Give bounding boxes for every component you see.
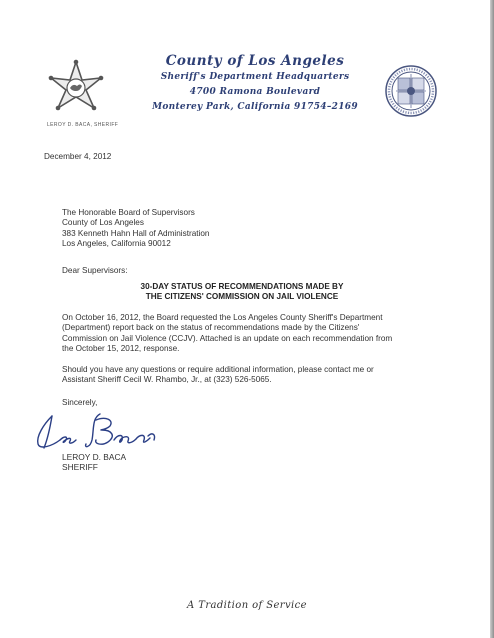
paragraph-line: Assistant Sheriff Cecil W. Rhambo, Jr., at (323) 526-5065. bbox=[62, 375, 272, 385]
badge-caption: LEROY D. BACA, SHERIFF bbox=[47, 122, 119, 128]
body-paragraph-2 bbox=[62, 365, 374, 386]
recipient-line: 383 Kenneth Hahn Hall of Administration bbox=[62, 228, 210, 238]
body-paragraph-1 bbox=[62, 313, 392, 354]
paragraph-line: (Department) report back on the status of recommendations made by the Citizens' bbox=[62, 323, 360, 333]
letterhead-department: Sheriff's Department Headquarters bbox=[160, 72, 350, 82]
paragraph-line: On October 16, 2012, the Board requested the Los Angeles County Sheriff's Department bbox=[62, 313, 383, 322]
recipient-line: Los Angeles, California 90012 bbox=[62, 238, 171, 248]
paragraph-line: the October 15, 2012, response. bbox=[62, 343, 180, 353]
closing: Sincerely, bbox=[62, 398, 98, 407]
letter-date: December 4, 2012 bbox=[44, 152, 112, 161]
subject-line: 30-DAY STATUS OF RECOMMENDATIONS MADE BY bbox=[140, 282, 344, 291]
page-edge-shadow bbox=[490, 0, 494, 638]
signer-title: SHERIFF bbox=[62, 462, 98, 473]
letterhead-city: Monterey Park, California 91754–2169 bbox=[152, 102, 358, 112]
recipient-address bbox=[62, 208, 209, 249]
sheriff-star-icon bbox=[44, 58, 108, 120]
signer-block bbox=[62, 452, 126, 473]
recipient-line: County of Los Angeles bbox=[62, 218, 144, 228]
letterhead-street: 4700 Ramona Boulevard bbox=[189, 87, 321, 97]
paragraph-line: Commission on Jail Violence (CCJV). Attached is an update on each recommendation from bbox=[62, 333, 393, 343]
letterhead-county: County of Los Angeles bbox=[165, 53, 345, 69]
county-seal-icon bbox=[384, 64, 438, 118]
letterhead bbox=[130, 52, 380, 115]
paragraph-line: Should you have any questions or require additional information, please contact me or bbox=[62, 365, 374, 374]
salutation: Dear Supervisors: bbox=[62, 266, 128, 275]
recipient-line: The Honorable Board of Supervisors bbox=[62, 208, 195, 217]
handwritten-signature bbox=[30, 410, 160, 454]
footer-motto: A Tradition of Service bbox=[187, 600, 307, 611]
subject-line: THE CITIZENS' COMMISSION ON JAIL VIOLENCE bbox=[145, 292, 339, 302]
signer-name: LEROY D. BACA bbox=[62, 452, 127, 462]
subject-heading bbox=[62, 282, 422, 303]
